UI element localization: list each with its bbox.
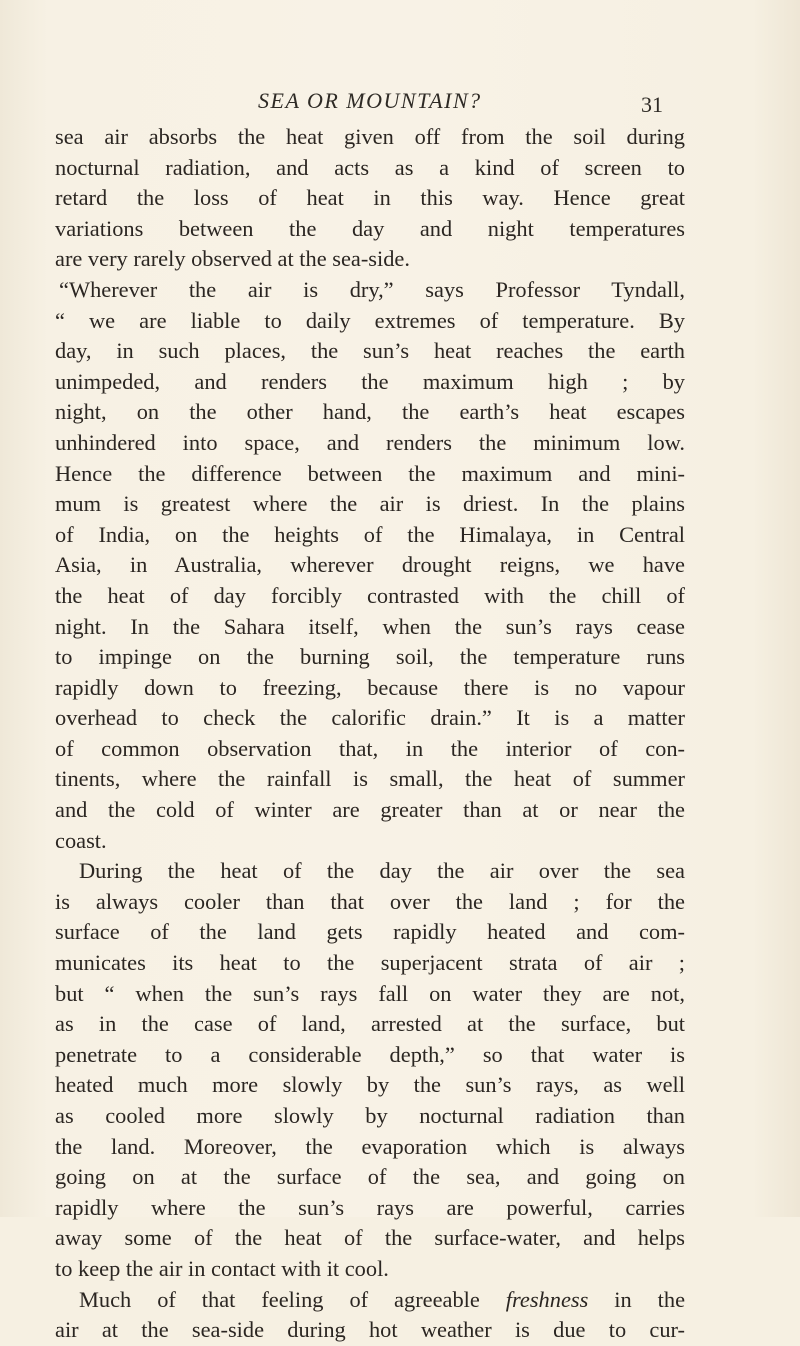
text-line: heated much more slowly by the sun’s rays, as well bbox=[55, 1072, 685, 1098]
paragraph-start: “Wherever the air is dry,” says Professor Tyndall, bbox=[59, 276, 685, 302]
text-line: rapidly down to freezing, because there is no vapour bbox=[55, 674, 685, 700]
text-line: Asia, in Australia, wherever drought reigns, we have bbox=[55, 552, 685, 578]
text-line: tinents, where the rainfall is small, the heat of summer bbox=[55, 766, 685, 792]
body-text bbox=[55, 122, 685, 1346]
text-line: and the cold of winter are greater than at or near the bbox=[55, 797, 685, 823]
text-line: night, on the other hand, the earth’s heat escapes bbox=[55, 399, 685, 425]
text-line: nocturnal radiation, and acts as a kind of screen to bbox=[55, 154, 685, 180]
text-line: Hence the difference between the maximum and mini- bbox=[55, 460, 685, 486]
text-line: night. In the Sahara itself, when the sun’s rays cease bbox=[55, 613, 685, 639]
text-line: of common observation that, in the interior of con- bbox=[55, 735, 685, 761]
text-line: away some of the heat of the surface-water, and helps bbox=[55, 1225, 685, 1251]
text-line: but “ when the sun’s rays fall on water they are not, bbox=[55, 980, 685, 1006]
line-text: in the bbox=[614, 1286, 686, 1312]
text-line: to keep the air in contact with it cool. bbox=[55, 1255, 389, 1281]
text-line: as in the case of land, arrested at the surface, but bbox=[55, 1011, 685, 1037]
text-line: variations between the day and night temperatures bbox=[55, 215, 685, 241]
text-line: penetrate to a considerable depth,” so that water is bbox=[55, 1041, 685, 1067]
text-line: the heat of day forcibly contrasted with the chill of bbox=[55, 582, 685, 608]
text-line: as cooled more slowly by nocturnal radiation than bbox=[55, 1103, 685, 1128]
text-line: of India, on the heights of the Himalaya, in Central bbox=[55, 521, 685, 547]
text-line: unhindered into space, and renders the minimum low. bbox=[55, 429, 685, 455]
text-line: are very rarely observed at the sea-side. bbox=[55, 246, 410, 272]
text-line: overhead to check the calorific drain.” It is a matter bbox=[55, 705, 685, 731]
text-line: municates its heat to the superjacent strata of air ; bbox=[55, 950, 685, 976]
line-text: Much of that feeling of agreeable bbox=[79, 1286, 480, 1312]
text-line: going on at the surface of the sea, and going on bbox=[55, 1164, 685, 1190]
text-line: to impinge on the burning soil, the temperature runs bbox=[55, 644, 685, 670]
running-head bbox=[0, 88, 800, 118]
text-line: unimpeded, and renders the maximum high ; by bbox=[55, 368, 685, 394]
emphasis-word: freshness bbox=[505, 1286, 589, 1312]
text-line: rapidly where the sun’s rays are powerful, carries bbox=[55, 1194, 685, 1220]
paragraph-start: During the heat of the day the air over the sea bbox=[79, 858, 685, 884]
page-number: 31 bbox=[641, 92, 663, 117]
running-title: SEA OR MOUNTAIN? bbox=[258, 88, 482, 113]
text-line: mum is greatest where the air is driest. In the plains bbox=[55, 491, 685, 517]
text-line: “ we are liable to daily extremes of temperature. By bbox=[55, 307, 685, 333]
text-line: the land. Moreover, the evaporation which is always bbox=[55, 1133, 685, 1159]
text-line: sea air absorbs the heat given off from the soil during bbox=[55, 124, 685, 149]
text-line: surface of the land gets rapidly heated and com- bbox=[55, 919, 685, 945]
text-line: day, in such places, the sun’s heat reaches the earth bbox=[55, 338, 685, 364]
text-line: is always cooler than that over the land ; for the bbox=[55, 888, 685, 914]
text-line: coast. bbox=[55, 827, 107, 853]
paragraph-start bbox=[55, 1285, 685, 1316]
text-line: retard the loss of heat in this way. Hence great bbox=[55, 185, 685, 211]
text-line: air at the sea-side during hot weather is due to cur- bbox=[55, 1317, 685, 1343]
